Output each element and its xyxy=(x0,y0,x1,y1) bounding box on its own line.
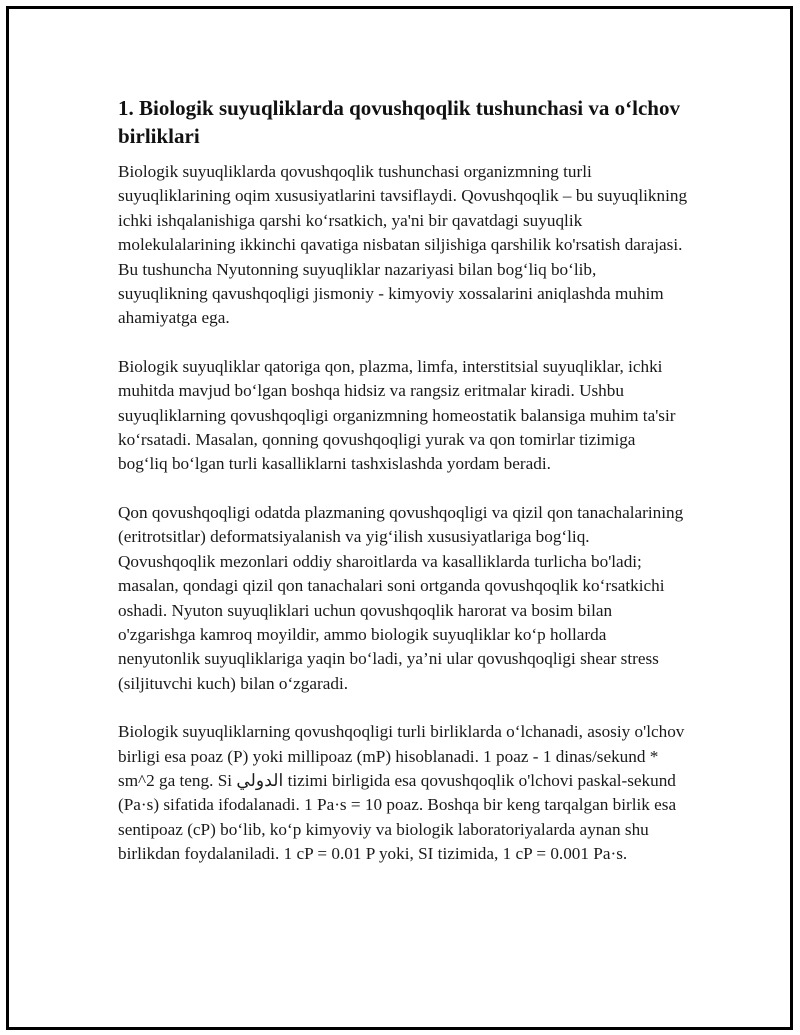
paragraph-viscosity-concept: Biologik suyuqliklarda qovushqoqlik tushunchasi organizmning turli suyuqliklarining oqim xususiyatlarini tavsiflaydi. Qovushqoqlik – bu suyuqlikning ichki ishqalanishiga qarshi ko‘rsatkich, ya'ni bir qavatdagi suyuqlik molekulalarining ikkinchi qavatiga nisbatan siljishiga qarshilik ko'rsatish darajasi. Bu tushuncha Nyutonning suyuqliklar nazariyasi bilan bog‘liq bo‘lib, suyuqlikning qavushqoqligi jismoniy - kimyoviy xossalarini aniqlashda muhim ahamiyatga ega. xyxy=(118,162,688,328)
paragraph-blood-viscosity: Qon qovushqoqligi odatda plazmaning qovushqoqligi va qizil qon tanachalarining (eritrotsitlar) deformatsiyalanish va yig‘ilish xususiyatlariga bog‘liq. Qovushqoqlik mezonlari oddiy sharoitlarda va kasalliklarda turlicha bo'ladi; masalan, qondagi qizil qon tanachalari soni ortganda qovushqoqlik ko‘rsatkichi oshadi. Nyuton suyuqliklari uchun qovushqoqlik harorat va bosim bilan o'zgarishga kamroq moyildir, ammo biologik suyuqliklar ko‘p hollarda nenyutonlik suyuqliklariga yaqin bo‘ladi, ya’ni ular qovushqoqligi shear stress (siljituvchi kuch) bilan o‘zgaradi. xyxy=(118,502,684,693)
document-body xyxy=(118,94,688,891)
paragraph-biological-fluids: Biologik suyuqliklar qatoriga qon, plazma, limfa, interstitsial suyuqliklar, ichki muhitda mavjud bo‘lgan boshqa hidsiz va rangsiz eritmalar kiradi. Ushbu suyuqliklarning qovushqoqligi organizmning homeostatik balansiga muhim ta'sir ko‘rsatadi. Masalan, qonning qovushqoqligi yurak va qon tomirlar tizimiga bog‘liq bo‘lgan turli kasalliklarni tashxislashda yordam beradi. xyxy=(118,356,676,474)
section-heading: 1. Biologik suyuqliklarda qovushqoqlik tushunchasi va o‘lchov birliklari xyxy=(118,96,680,148)
paragraph-measurement-units: Biologik suyuqliklarning qovushqoqligi turli birliklarda o‘lchanadi, asosiy o'lchov birligi esa poaz (P) yoki millipoaz (mP) hisoblanadi. 1 poaz - 1 dinas/sekund * sm^2 ga teng. Si الدولي tizimi birligida esa qovushqoqlik o'lchovi paskal-sekund (Pa·s) sifatida ifodalanadi. 1 Pa·s = 10 poaz. Boshqa bir keng tarqalgan birlik esa sentipoaz (cP) bo‘lib, ko‘p kimyoviy va biologik laboratoriyalarda aynan shu birlikdan foydalaniladi. 1 cP = 0.01 P yoki, SI tizimida, 1 cP = 0.001 Pa·s. xyxy=(118,722,685,864)
